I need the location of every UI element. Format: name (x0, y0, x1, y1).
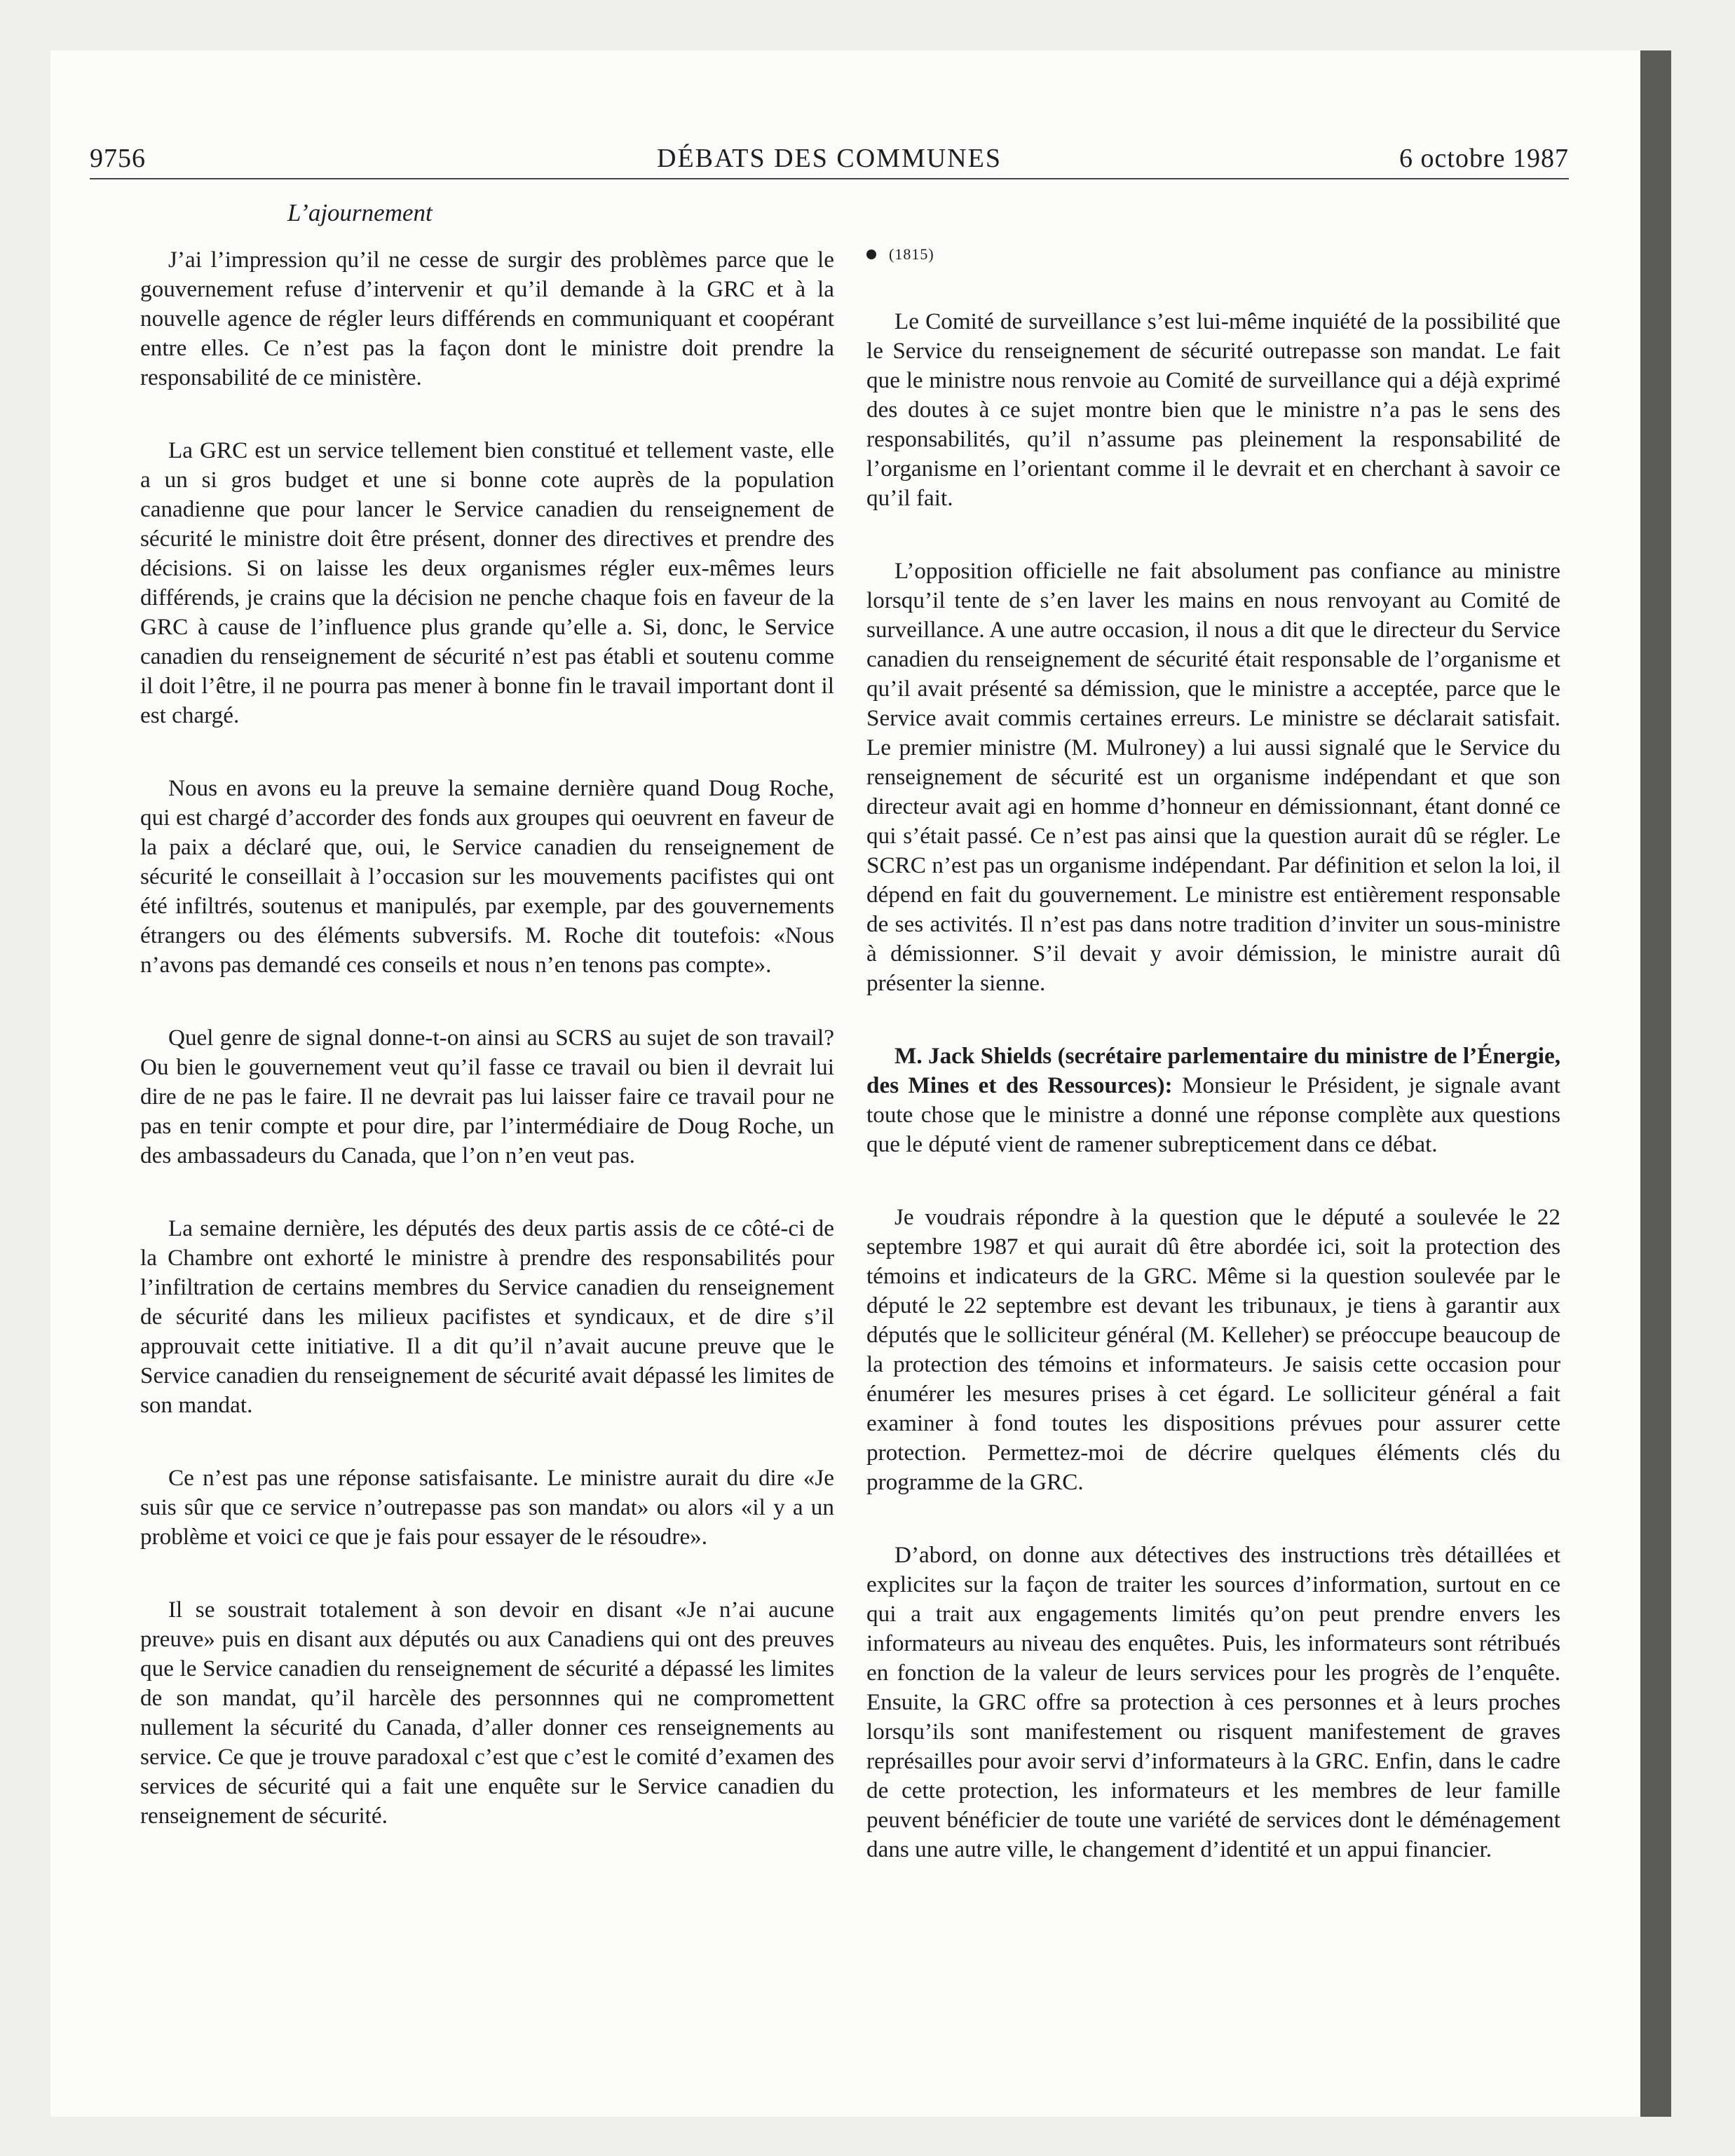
paragraph: J’ai l’impression qu’il ne cesse de surgir des problèmes parce que le gouvernement refuse d’intervenir et qu’il demande à la GRC et à la nouvelle agence de régler leurs différends en communiquant et coopérant entre elles. Ce n’est pas la façon dont le ministre doit prendre la responsabilité de ce ministère. (140, 247, 834, 390)
paragraph: Je voudrais répondre à la question que le député a soulevée le 22 septembre 1987 et qui aurait dû être abordée ici, soit la protection des témoins et indicateurs de la GRC. Même si la question soulevée par le député le 22 septembre est devant les tribunaux, je tiens à garantir aux députés que le solliciteur général (M. Kelleher) se préoccupe beaucoup de la protection des témoins et informateurs. Je saisis cette occasion pour énumérer les mesures prises à cet égard. Le solliciteur général a fait examiner à fond toutes les dispositions prévues pour assurer cette protection. Permettez-moi de décrire quelques éléments clés du programme de la GRC. (866, 1204, 1560, 1495)
right-column (866, 198, 1560, 1864)
paragraph: La semaine dernière, les députés des deux partis assis de ce côté-ci de la Chambre ont exhorté le ministre à prendre des responsabilités pour l’infiltration de certains membres du Service canadien du renseignement de sécurité dans les milieux pacifistes et syndicaux, et de dire s’il approuvait cette initiative. Il a dit qu’il n’avait aucune preuve que le Service canadien du renseignement de sécurité avait dépassé les limites de son mandat. (140, 1215, 834, 1418)
publication-date: 6 octobre 1987 (1399, 144, 1569, 173)
paragraph: L’opposition officielle ne fait absolument pas confiance au ministre lorsqu’il tente de s’en laver les mains en nous renvoyant au Comité de surveillance. A une autre occasion, il nous a dit que le directeur du Service canadien du renseignement de sécurité était responsable de l’organisme et qu’il avait présenté sa démission, que le ministre a acceptée, parce que le Service avait commis certaines erreurs. Le ministre se déclarait satisfait. Le premier ministre (M. Mulroney) a lui aussi signalé que le Service du renseignement de sécurité est un organisme indépendant et que son directeur avait agi en homme d’honneur en démissionnant, étant donné ce qui s’était passé. Ce n’est pas ainsi que la question aurait dû se régler. Le SCRC n’est pas un organisme indépendant. Par définition et selon la loi, il dépend en fait du gouvernement. Le ministre est entièrement responsable de ses activités. Il n’est pas dans notre tradition d’inviter un sous-ministre à démissionner. S’il devait y avoir démission, le ministre aurait dû présenter la sienne. (866, 558, 1560, 996)
left-column (140, 198, 834, 1831)
speaker-paragraph (866, 1042, 1560, 1159)
scan-edge-shadow (1640, 50, 1671, 2117)
paragraph: D’abord, on donne aux détectives des instructions très détaillées et explicites sur la façon de traiter les sources d’information, surtout en ce qui a trait aux engagements limités qu’on peut prendre envers les informateurs au niveau des enquêtes. Puis, les informateurs sont rétribués en fonction de la valeur de leurs services pour les progrès de l’enquête. Ensuite, la GRC offre sa protection à ces personnes et à leurs proches lorsqu’ils sont manifestement ou risquent manifestement de graves représailles pour avoir servi d’informateurs à la GRC. Enfin, dans le cadre de cette protection, les informateurs et les membres de leur famille peuvent bénéficier de toute une variété de services dont le déménagement dans une autre ville, le changement d’identité et un appui financier. (866, 1542, 1560, 1862)
speaker-name: M. Jack Shields (secrétaire parlementaire du ministre de l’Énergie, des Mines et des Ressources): (866, 1043, 1560, 1098)
page-number: 9756 (90, 144, 146, 173)
paragraph: Il se soustrait totalement à son devoir en disant «Je n’ai aucune preuve» puis en disant aux députés ou aux Canadiens qui ont des preuves que le Service canadien du renseignement de sécurité a dépassé les limites de son mandat, qu’il harcèle des personnnes qui ne compromettent nullement la sécurité du Canada, d’aller donner ces renseignements au service. Ce que je trouve paradoxal c’est que c’est le comité d’examen des services de sécurité qui a fait une enquête sur le Service canadien du renseignement de sécurité. (140, 1597, 834, 1829)
time-marker-text: (1815) (889, 245, 934, 263)
bullet-icon (866, 250, 876, 259)
page-header (90, 139, 1569, 179)
publication-title: DÉBATS DES COMMUNES (657, 144, 1002, 173)
time-marker (866, 240, 1560, 269)
speaker-text: Monsieur le Président, je signale avant toute chose que le ministre a donné une réponse complète aux questions que le député vient de ramener subrepticement dans ce débat. (866, 1072, 1560, 1157)
section-title: L’ajournement (287, 199, 433, 226)
paragraph: Ce n’est pas une réponse satisfaisante. Le ministre aurait du dire «Je suis sûr que ce service n’outrepasse pas son mandat» ou alors «il y a un problème et voici ce que je fais pour essayer de le résoudre». (140, 1465, 834, 1550)
paragraph: Le Comité de surveillance s’est lui-même inquiété de la possibilité que le Service du renseignement de sécurité outrepasse son mandat. Le fait que le ministre nous renvoie au Comité de surveillance qui a déjà exprimé des doutes à ce sujet montre bien que le ministre n’a pas le sens des responsabilités, qu’il n’assume pas pleinement la responsabilité de l’organisme en l’orientant comme il le devrait et en cherchant à savoir ce qu’il fait. (866, 308, 1560, 511)
paragraph: La GRC est un service tellement bien constitué et tellement vaste, elle a un si gros budget et une si bonne cote auprès de la population canadienne que pour lancer le Service canadien du renseignement de sécurité le ministre doit être présent, donner des directives et prendre des décisions. Si on laisse les deux organismes régler eux-mêmes leurs différends, je crains que la décision ne penche chaque fois en faveur de la GRC à cause de l’influence plus grande qu’elle a. Si, donc, le Service canadien du renseignement de sécurité n’est pas établi et soutenu comme il doit l’être, il ne pourra pas mener à bonne fin le travail important dont il est chargé. (140, 437, 834, 728)
paragraph: Nous en avons eu la preuve la semaine dernière quand Doug Roche, qui est chargé d’accorder des fonds aux groupes qui oeuvrent en faveur de la paix a déclaré que, oui, le Service canadien du renseignement de sécurité le conseillait à l’occasion sur les mouvements pacifistes qui ont été infiltrés, soutenus et manipulés, par exemple, par des gouvernements étrangers ou des éléments subversifs. M. Roche dit toutefois: «Nous n’avons pas demandé ces conseils et nous n’en tenons pas compte». (140, 775, 834, 978)
paragraph: Quel genre de signal donne-t-on ainsi au SCRS au sujet de son travail? Ou bien le gouvernement veut qu’il fasse ce travail ou bien il devrait lui dire de ne pas le faire. Il ne devrait pas lui laisser faire ce travail pour ne pas en tenir compte et pour dire, par l’intermédiaire de Doug Roche, un des ambassadeurs du Canada, que l’on n’en veut pas. (140, 1025, 834, 1168)
